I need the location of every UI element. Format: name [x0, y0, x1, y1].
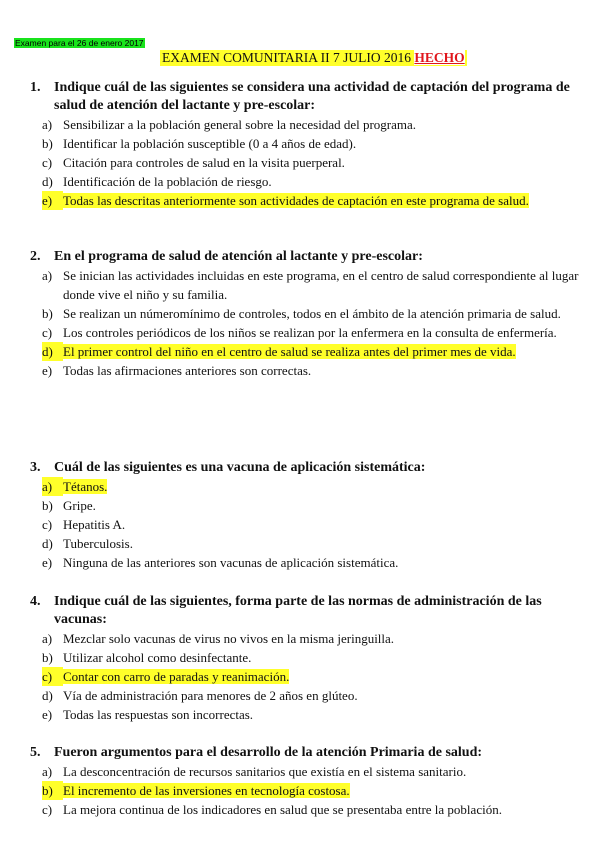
option-list [30, 762, 585, 819]
option-text: Ninguna de las anteriores son vacunas de aplicación sistemática. [63, 555, 399, 570]
option-list [30, 266, 585, 380]
question-5 [30, 744, 585, 819]
option-text: Todas las afirmaciones anteriores son correctas. [63, 363, 312, 378]
option-text: Todas las respuestas son incorrectas. [63, 707, 254, 722]
option-text: Tétanos. [63, 479, 108, 494]
option-a-correct [42, 477, 585, 496]
option-letter: e) [42, 707, 53, 722]
option-e [42, 705, 585, 724]
option-letter: d) [42, 536, 53, 551]
option-a [42, 629, 585, 648]
option-letter: c) [42, 325, 53, 340]
option-letter: a) [42, 477, 63, 496]
option-letter: d) [42, 688, 53, 703]
option-text: Mezclar solo vacunas de virus no vivos en la misma jeringuilla. [63, 631, 395, 646]
question-text: Fueron argumentos para el desarrollo de la atención Primaria de salud: [54, 745, 483, 760]
option-c-correct [42, 667, 585, 686]
option-letter: a) [42, 631, 53, 646]
option-text: Se realizan un númeromínimo de controles, todos en el ámbito de la atención primaria de salud. [63, 306, 561, 321]
option-d-correct [42, 342, 585, 361]
option-text: Sensibilizar a la población general sobre la necesidad del programa. [63, 117, 417, 132]
option-letter: a) [42, 268, 53, 283]
option-e [42, 361, 585, 380]
option-letter: d) [42, 174, 53, 189]
exam-title [160, 50, 467, 66]
exam-date-note: Examen para el 26 de enero 2017 [15, 38, 144, 48]
option-b [42, 134, 585, 153]
option-a [42, 115, 585, 134]
option-b [42, 648, 585, 667]
option-text: El primer control del niño en el centro de salud se realiza antes del primer mes de vida. [63, 344, 516, 359]
option-d [42, 534, 585, 553]
question-2 [30, 248, 585, 380]
option-b-correct [42, 781, 585, 800]
option-text: Hepatitis A. [63, 517, 126, 532]
question-number: 1. [30, 80, 41, 95]
option-list [30, 477, 585, 572]
option-letter: a) [42, 764, 53, 779]
option-text: Los controles periódicos de los niños se realizan por la enfermera en la consulta de enfermería. [63, 325, 557, 340]
option-text: Identificación de la población de riesgo. [63, 174, 272, 189]
option-letter: c) [42, 802, 53, 817]
option-e-correct [42, 191, 585, 210]
option-letter: b) [42, 306, 53, 321]
option-letter: e) [42, 555, 53, 570]
option-list [30, 115, 585, 210]
option-text: La mejora continua de los indicadores en salud que se presentaba entre la población. [63, 802, 502, 817]
question-number: 3. [30, 460, 41, 475]
question-text: Cuál de las siguientes es una vacuna de aplicación sistemática: [54, 460, 426, 475]
question-3 [30, 459, 585, 572]
option-c [42, 515, 585, 534]
question-number: 5. [30, 745, 41, 760]
option-letter: c) [42, 517, 53, 532]
option-a [42, 762, 585, 781]
option-b [42, 496, 585, 515]
option-text: Identificar la población susceptible (0 a 4 años de edad). [63, 136, 357, 151]
option-text: Todas las descritas anteriormente son actividades de captación en este programa de salud. [63, 193, 529, 208]
option-a [42, 266, 585, 304]
option-text: La desconcentración de recursos sanitarios que existía en el sistema sanitario. [63, 764, 467, 779]
option-text: Gripe. [63, 498, 96, 513]
option-e [42, 553, 585, 572]
option-text: Contar con carro de paradas y reanimación. [63, 669, 290, 684]
option-letter: a) [42, 117, 53, 132]
option-list [30, 629, 585, 724]
option-text: Citación para controles de salud en la visita puerperal. [63, 155, 345, 170]
option-text: El incremento de las inversiones en tecnología costosa. [63, 783, 350, 798]
option-letter: e) [42, 363, 53, 378]
done-label: HECHO [414, 50, 465, 65]
option-letter: d) [42, 342, 63, 361]
question-text: En el programa de salud de atención al lactante y pre-escolar: [54, 249, 423, 264]
exam-title-text: EXAMEN COMUNITARIA II 7 JULIO 2016 [162, 50, 415, 65]
option-c [42, 800, 585, 819]
option-d [42, 686, 585, 705]
option-b [42, 304, 585, 323]
option-text: Tuberculosis. [63, 536, 133, 551]
question-text: Indique cuál de las siguientes, forma parte de las normas de administración de las vacunas: [54, 594, 542, 627]
option-letter: b) [42, 136, 53, 151]
option-letter: e) [42, 191, 63, 210]
question-number: 4. [30, 594, 41, 609]
question-text: Indique cuál de las siguientes se considera una actividad de captación del programa de salud de atención del lactante y pre-escolar: [54, 80, 570, 113]
option-d [42, 172, 585, 191]
option-letter: c) [42, 155, 53, 170]
option-text: Se inician las actividades incluidas en este programa, en el centro de salud correspondiente al lugar donde vive el niño y su familia. [63, 268, 579, 302]
option-text: Vía de administración para menores de 2 años en glúteo. [63, 688, 358, 703]
question-4 [30, 593, 585, 724]
option-c [42, 323, 585, 342]
option-text: Utilizar alcohol como desinfectante. [63, 650, 252, 665]
question-number: 2. [30, 249, 41, 264]
question-1 [30, 79, 585, 210]
option-c [42, 153, 585, 172]
option-letter: c) [42, 667, 63, 686]
option-letter: b) [42, 781, 63, 800]
option-letter: b) [42, 498, 53, 513]
option-letter: b) [42, 650, 53, 665]
